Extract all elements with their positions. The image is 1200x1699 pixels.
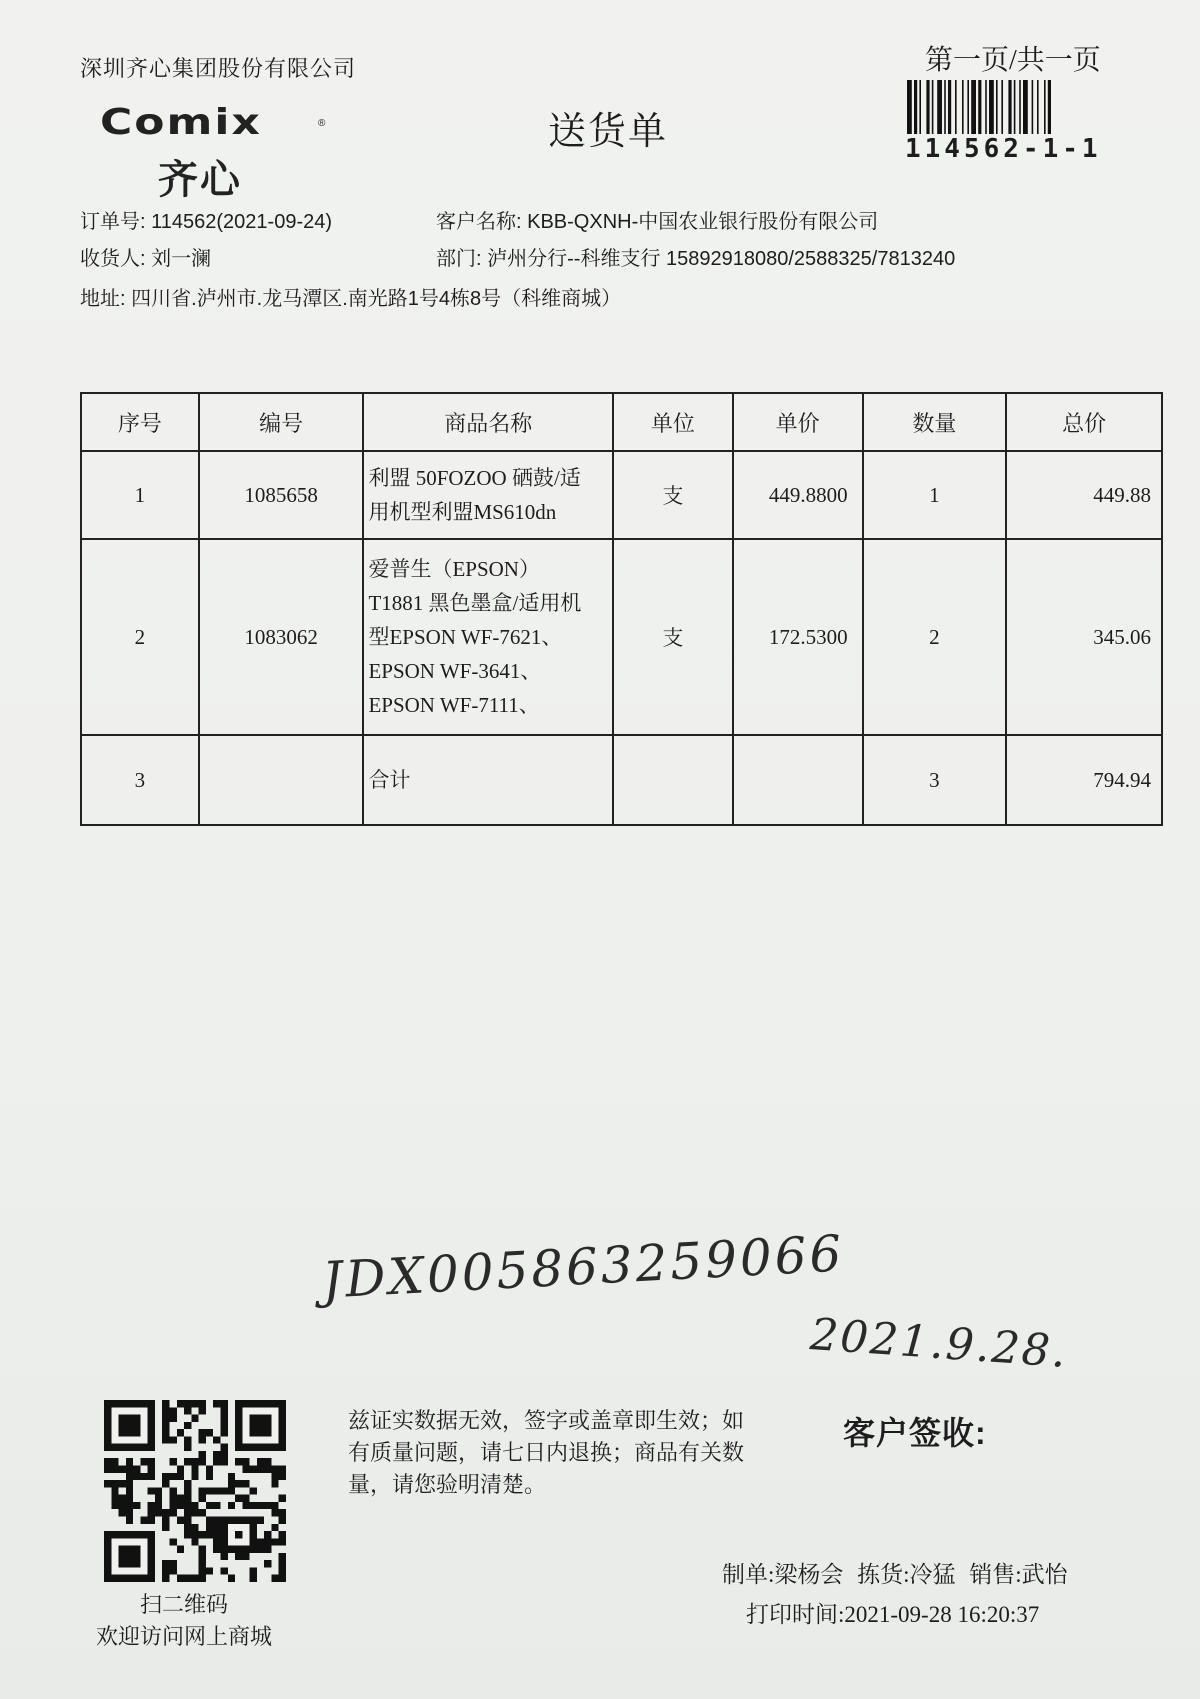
company-name: 深圳齐心集团股份有限公司 [80, 56, 357, 81]
header-total: 总价 [1006, 393, 1162, 451]
cell-unit-price [733, 735, 863, 825]
notice-text: 兹证实数据无效，签字或盖章即生效；如有质量问题，请七日内退换；商品有关数量，请您验明清楚。 [348, 1408, 745, 1497]
dept-label: 部门: [436, 248, 482, 270]
handwritten-tracking-number: JDX005863259066 [320, 1224, 846, 1310]
cell-code: 1085658 [199, 451, 364, 539]
name-line: 型EPSON WF-7621、 [368, 625, 563, 649]
qr-code-icon [104, 1400, 286, 1582]
cell-code [199, 735, 364, 825]
qr-caption-welcome: 欢迎访问网上商城 [96, 1624, 273, 1649]
header-product-name: 商品名称 [363, 393, 613, 451]
order-label: 订单号: [80, 211, 146, 233]
comix-logo-text: Comix [100, 102, 262, 143]
qr-caption-scan: 扫二维码 [140, 1592, 229, 1617]
order-value: 114562(2021-09-24) [151, 211, 333, 233]
page-indicator: 第一页/共一页 [925, 45, 1101, 76]
address-value: 四川省.泸州市.龙马潭区.南光路1号4栋8号（科维商城） [131, 288, 622, 310]
summary-label: 合计 [363, 735, 613, 825]
cell-seq: 2 [81, 539, 199, 735]
table-header-row [81, 393, 1162, 451]
name-line: 爱普生（EPSON） [368, 557, 540, 581]
name-line: 利盟 50FOZOO 硒鼓/适 [368, 466, 581, 490]
cell-code: 1083062 [199, 539, 364, 735]
cell-quantity: 1 [863, 451, 1007, 539]
header-code: 编号 [199, 393, 364, 451]
items-table [80, 392, 1163, 826]
barcode-icon [905, 80, 1117, 134]
name-line: T1881 黑色墨盒/适用机 [368, 591, 582, 615]
header-quantity: 数量 [863, 393, 1007, 451]
header-seq: 序号 [81, 393, 199, 451]
receiver-value: 刘一澜 [151, 248, 212, 270]
cell-product-name [363, 451, 613, 539]
table-row [81, 539, 1162, 735]
receiver [80, 242, 211, 271]
summary-total: 794.94 [1006, 735, 1162, 825]
cell-quantity: 2 [863, 539, 1007, 735]
cell-seq: 1 [81, 451, 199, 539]
print-time: 打印时间:2021-09-28 16:20:37 [746, 1602, 1040, 1627]
comix-logo-chinese: 齐心 [158, 158, 242, 202]
cell-unit: 支 [613, 451, 733, 539]
name-line: EPSON WF-3641、 [368, 659, 542, 683]
sales: 销售:武怡 [969, 1562, 1068, 1587]
cell-unit-price: 449.8800 [733, 451, 863, 539]
cell-seq: 3 [81, 735, 199, 825]
cell-total: 449.88 [1006, 451, 1162, 539]
document-title: 送货单 [548, 111, 669, 153]
registered-mark: ® [318, 118, 326, 129]
address [80, 282, 621, 311]
barcode-number: 114562-1-1 [905, 134, 1102, 164]
receiver-label: 收货人: [80, 248, 146, 270]
cell-product-name [363, 539, 613, 735]
customer-signature-label: 客户签收: [843, 1415, 987, 1451]
picker: 拣货:冷猛 [857, 1562, 956, 1587]
department [436, 242, 955, 271]
cell-unit-price: 172.5300 [733, 539, 863, 735]
name-line: EPSON WF-7111、 [368, 693, 540, 717]
cell-unit [613, 735, 733, 825]
handwritten-date: 2021.9.28. [808, 1309, 1070, 1378]
header-unit: 单位 [613, 393, 733, 451]
cell-total: 345.06 [1006, 539, 1162, 735]
name-line: 用机型利盟MS610dn [368, 500, 557, 524]
summary-quantity: 3 [863, 735, 1007, 825]
header-unit-price: 单价 [733, 393, 863, 451]
dept-value: 泸州分行--科维支行 15892918080/2588325/7813240 [487, 248, 956, 270]
staff-line [722, 1556, 1076, 1589]
cell-unit: 支 [613, 539, 733, 735]
maker: 制单:梁杨会 [722, 1562, 844, 1587]
summary-row [81, 735, 1162, 825]
order-number [80, 205, 332, 234]
table-row [81, 451, 1162, 539]
customer-name [436, 205, 878, 234]
address-label: 地址: [80, 288, 126, 310]
customer-value: KBB-QXNH-中国农业银行股份有限公司 [527, 211, 879, 233]
customer-label: 客户名称: [436, 211, 522, 233]
